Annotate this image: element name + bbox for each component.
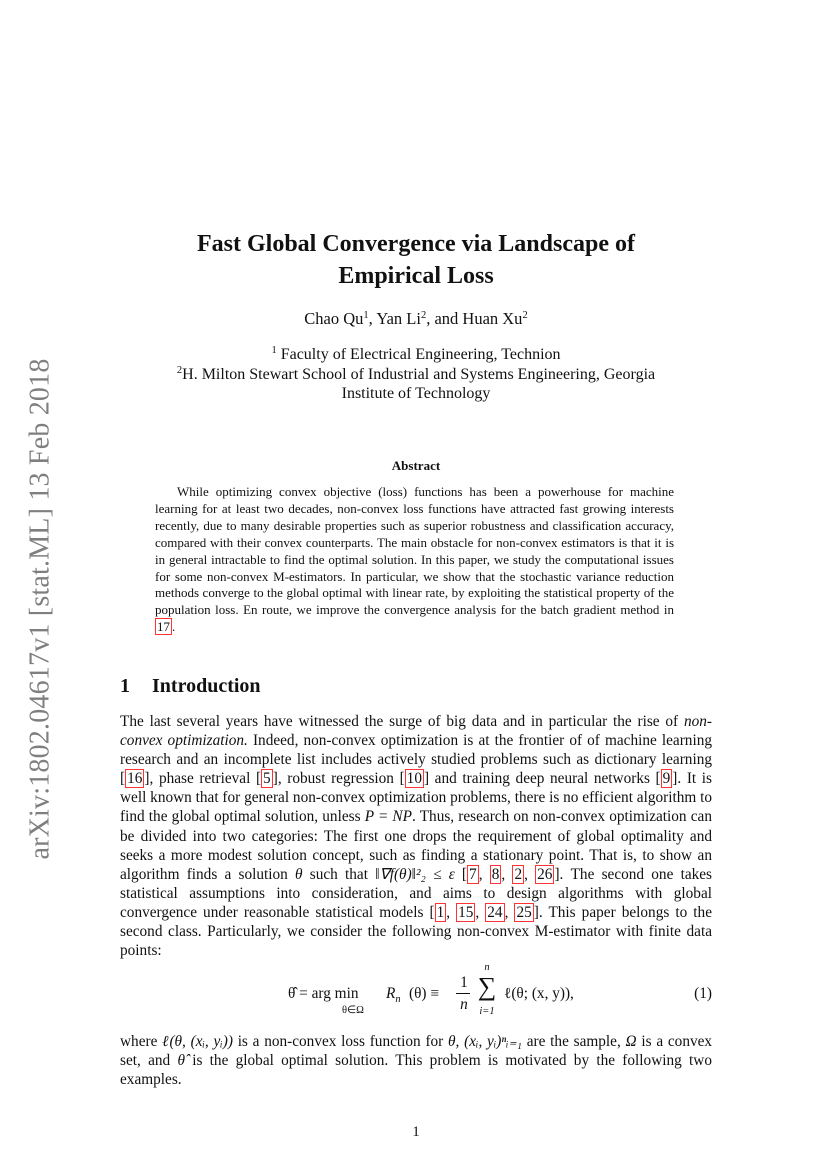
eq-frac-bar (456, 993, 470, 994)
eq-mid: (θ) ≡ (409, 985, 439, 1002)
math-inline: P = NP (364, 808, 412, 826)
citation-link[interactable]: 9 (662, 770, 671, 788)
citation-link[interactable]: 17 (157, 619, 170, 635)
italic-term: non-convex optimization. (120, 713, 713, 750)
eq-rhs: ℓ(θ; (x, y)), (504, 985, 574, 1002)
affiliation-2-mark: 2 (176, 364, 183, 376)
arxiv-stamp (14, 354, 68, 864)
post-equation-paragraph: where ℓ(θ, (xᵢ, yᵢ)) is a non-convex loss function for θ, (xᵢ, yᵢ)ⁿᵢ₌₁ are the sample, Ω is a convex set, and θ̂ is the global optimal solution. This problem is motivated by the following two examples. (120, 1033, 713, 1089)
equation-number: (1) (694, 985, 712, 1002)
citation-link[interactable]: 15 (458, 903, 474, 921)
math-inline: θ (295, 865, 303, 883)
author-1-affil: 1 (363, 310, 369, 321)
author-2: Yan Li (376, 309, 421, 328)
section-heading (120, 675, 261, 698)
intro-paragraph: The last several years have witnessed the surge of big data and in particular the rise of non-convex optimization. Indeed, non-convex optimization is at the frontier of of machine learning research and an incomplete list includes actively studied problems such as dictionary learning [ 16 ], phase retrieval [ 5 ], robust regression [ 10 ] and training deep neural networks [ 9 ]. It is well known that for general non-convex optimization problems, there is no efficient algorithm to find the global optimal solution, unless P = NP. Thus, research on non-convex optimization can be divided into two categories: The first one drops the requirement of global optimality and seeks a more modest solution concept, such as finding a stationary point. That is, to show an algorithm finds a solution θ such that ‖∇f(θ)‖²₂ ≤ ε [ 7 , 8 , 2 , 26 ]. The second one takes statistical assumptions into consideration, and aims to design algorithms with global convergence under reasonable statistical models [ 1 , 15 , 24 , 25 ]. This paper belongs to the second class. Particularly, we consider the following non-convex M-estimator with finite data points: (120, 713, 713, 960)
citation-link[interactable]: 10 (406, 770, 422, 788)
citation-link[interactable]: 7 (469, 865, 477, 883)
affiliation-1 (120, 345, 712, 365)
arxiv-stamp-text: arXiv:1802.04617v1 [stat.ML] 13 Feb 2018 (25, 358, 56, 860)
title-line-2: Empirical Loss (338, 263, 494, 289)
math-inline: Ω (625, 1033, 637, 1050)
math-inline: ‖∇f(θ)‖²₂ ≤ ε (375, 865, 455, 883)
page-number: 1 (412, 1124, 420, 1140)
paper-title (120, 228, 712, 292)
author-list: Chao Qu$^1$, Yan Li$^2$, and Huan Xu$^2$ (304, 309, 528, 328)
section-title: Introduction (152, 675, 261, 697)
equation-1 (120, 962, 712, 1022)
eq-lhs: θ̂ = arg min (288, 985, 359, 1002)
math-inline: θ̂ (177, 1052, 185, 1070)
citation-link[interactable]: 24 (487, 903, 503, 921)
eq-sum-symbol: ∑ (477, 972, 497, 1001)
math-inline: θ, (448, 1033, 460, 1050)
affiliations (120, 345, 712, 404)
citation-link[interactable]: 2 (514, 865, 523, 883)
citation-link[interactable]: 25 (516, 903, 532, 921)
eq-frac-num: 1 (460, 974, 468, 991)
citation-link[interactable]: 26 (537, 865, 553, 883)
section-number: 1 (120, 675, 130, 697)
eq-frac-den: n (460, 996, 468, 1013)
math-inline: ℓ(θ, (xᵢ, yᵢ)) (162, 1033, 233, 1050)
abstract-body: While optimizing convex objective (loss) functions has been a powerhouse for machine learning for at least two decades, non-convex loss functions have attracted fast growing interests recently, due to many desirable properties such as superior robustness and classification accuracy, compared with their convex counterparts. The main obstacle for non-convex estimators is that it is in general intractable to find the optimal solution. In this paper, we study the computational issues for some non-convex M-estimators. In particular, we show that the stochastic variance reduction methods converge to the global optimal with linear rate, by exploiting the statistical property of the population loss. En route, we improve the convergence analysis for the batch gradient method in 17 . (155, 484, 674, 635)
author-3-affil: 2 (522, 310, 528, 321)
citation-link[interactable]: 8 (491, 865, 500, 883)
abstract-text: While optimizing convex objective (loss) functions has been a powerhouse for machine learning for at least two decades, non-convex loss functions have attracted fast growing interests recently, due to many desirable properties such as superior robustness and classification accuracy, compared with their convex counterparts. The main obstacle for non-convex estimators is that it is in general intractable to find the optimal solution. In this paper, we study the computational issues for some non-convex M-estimators. In particular, we show that the stochastic variance reduction methods converge to the global optimal with linear rate, by exploiting the statistical property of the population loss. En route, we improve the convergence analysis for the batch gradient method in (155, 484, 674, 618)
math-inline: (xᵢ, yᵢ)ⁿᵢ₌₁ (464, 1033, 522, 1050)
title-line-1: Fast Global Convergence via Landscape of (197, 231, 635, 257)
eq-sum-bottom: i=1 (479, 1006, 495, 1017)
affiliation-2 (120, 365, 712, 385)
author-2-affil: 2 (420, 310, 427, 321)
author-3: Huan Xu (462, 309, 523, 328)
affiliation-1-text: Faculty of Electrical Engineering, Technion (280, 346, 561, 363)
eq-sum-top: n (484, 962, 490, 973)
eq-argmin-sub: θ∈Ω (342, 1005, 364, 1016)
citation-link[interactable]: 5 (263, 770, 271, 788)
affiliation-2-line-2: Institute of Technology (341, 385, 491, 402)
citation-link[interactable]: 1 (436, 903, 445, 921)
affiliation-1-mark: 1 (271, 345, 277, 356)
citation-link[interactable]: 16 (127, 770, 143, 788)
abstract-heading: Abstract (391, 458, 441, 473)
eq-risk: $R_n$ (386, 985, 401, 1006)
affiliation-2-line-1: H. Milton Stewart School of Industrial and Systems Engineering, Georgia (182, 365, 656, 383)
author-1: Chao Qu (304, 309, 364, 328)
